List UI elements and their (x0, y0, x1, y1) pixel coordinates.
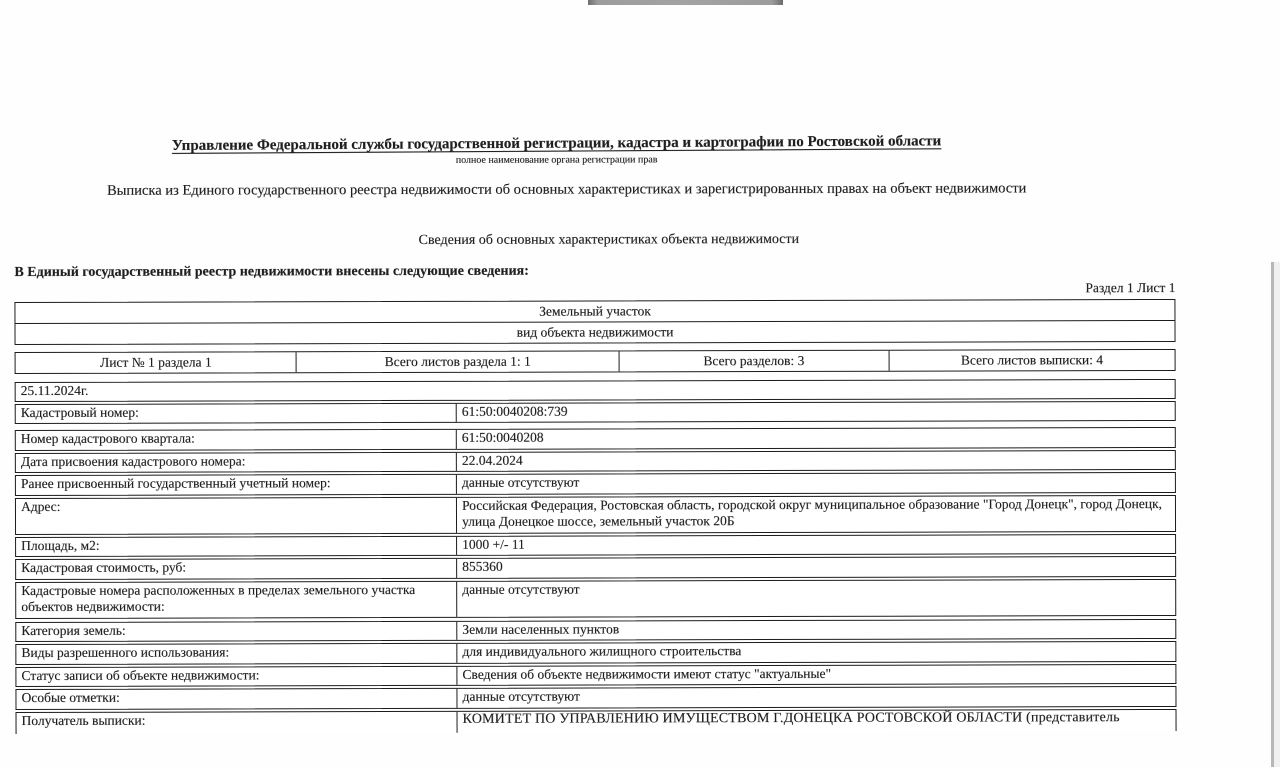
row-value: 1000 +/- 11 (462, 536, 525, 552)
row-label: Получатель выписки: (17, 711, 458, 733)
row-value: Российская Федерация, Ростовская область, городской округ муниципальное образование "Город Донецк", город Донецк, улица Донецкое шоссе, земельный участок 20Б (461, 495, 1162, 529)
row-label: Кадастровый номер: (16, 403, 457, 423)
table-row (15, 556, 1176, 580)
row-label: Категория земель: (16, 621, 457, 641)
row-value: 22.04.2024 (461, 452, 523, 468)
row-value: для индивидуального жилищного строительства (462, 643, 742, 659)
sheet-info-cell: Всего листов выписки: 4 (888, 350, 1174, 371)
row-value: данные отсутствуют (462, 581, 580, 597)
table-row (15, 379, 1176, 402)
record-date: 25.11.2024г. (20, 382, 89, 398)
table-row (15, 472, 1176, 496)
section-title: Сведения об основных характеристиках объекта недвижимости (418, 231, 800, 248)
table-row (15, 400, 1176, 424)
sheet-info-row (15, 349, 1176, 374)
table-row (15, 663, 1176, 687)
secondary-characteristics-table (15, 618, 1176, 733)
main-characteristics-table (15, 427, 1176, 619)
row-value: 61:50:0040208 (461, 429, 544, 445)
table-row (15, 641, 1176, 665)
intro-line: В Единый государственный реестр недвижимости внесены следующие сведения: (14, 263, 529, 280)
sheet-info-cell: Всего листов раздела 1: 1 (296, 351, 618, 372)
row-label: Адрес: (16, 497, 457, 533)
sheet-info-cell: Всего разделов: 3 (618, 351, 888, 372)
page-edge-margin (1274, 262, 1280, 767)
authority-caption: полное наименование органа регистрации прав (455, 154, 658, 166)
row-label: Ранее присвоенный государственный учетный номер: (16, 475, 457, 495)
record-date-box (15, 379, 1176, 424)
row-label: Дата присвоения кадастрового номера: (16, 452, 457, 472)
row-value: Сведения об объекте недвижимости имеют статус "актуальные" (462, 665, 831, 682)
row-label: Площадь, м2: (16, 536, 457, 556)
section-sheet-reference: Раздел 1 Лист 1 (1085, 279, 1176, 296)
document-header (14, 133, 1099, 168)
row-label: Статус записи об объекте недвижимости: (16, 666, 457, 686)
object-type-caption: вид объекта недвижимости (15, 320, 1174, 344)
extract-title: Выписка из Единого государственного реестра недвижимости об основных характеристиках и зарегистрированных правах на объект недвижимости (106, 180, 1027, 199)
row-value: данные отсутствуют (461, 474, 580, 490)
table-row (15, 618, 1176, 642)
object-type-box (14, 299, 1175, 345)
row-value: данные отсутствуют (462, 688, 580, 704)
table-row (15, 449, 1176, 473)
table-row (15, 686, 1176, 710)
table-row (16, 708, 1177, 733)
sheet-info-cell: Лист № 1 раздела 1 (100, 354, 212, 370)
object-type-value: Земельный участок (539, 303, 651, 319)
document-body (14, 133, 1177, 734)
row-label: Кадастровая стоимость, руб: (16, 559, 457, 579)
table-row (15, 427, 1176, 451)
table-row (15, 578, 1176, 618)
row-label: Виды разрешенного использования: (16, 644, 457, 664)
row-label: Особые отметки: (16, 689, 457, 709)
table-row (15, 494, 1176, 534)
scan-artifact-bar (588, 0, 783, 5)
table-row (15, 533, 1176, 557)
registration-authority-title: Управление Федеральной службы государственной регистрации, кадастра и картографии по Ростовской области (171, 133, 942, 154)
row-value: 61:50:0040208:739 (461, 403, 568, 419)
row-label: Номер кадастрового квартала: (16, 430, 457, 450)
row-value: 855360 (462, 558, 503, 574)
row-value: КОМИТЕТ ПО УПРАВЛЕНИЮ ИМУЩЕСТВОМ Г.ДОНЕЦКА РОСТОВСКОЙ ОБЛАСТИ (представитель (462, 709, 1120, 727)
row-label: Кадастровые номера расположенных в пределах земельного участка объектов недвижимости: (16, 581, 457, 617)
row-value: Земли населенных пунктов (462, 620, 620, 637)
